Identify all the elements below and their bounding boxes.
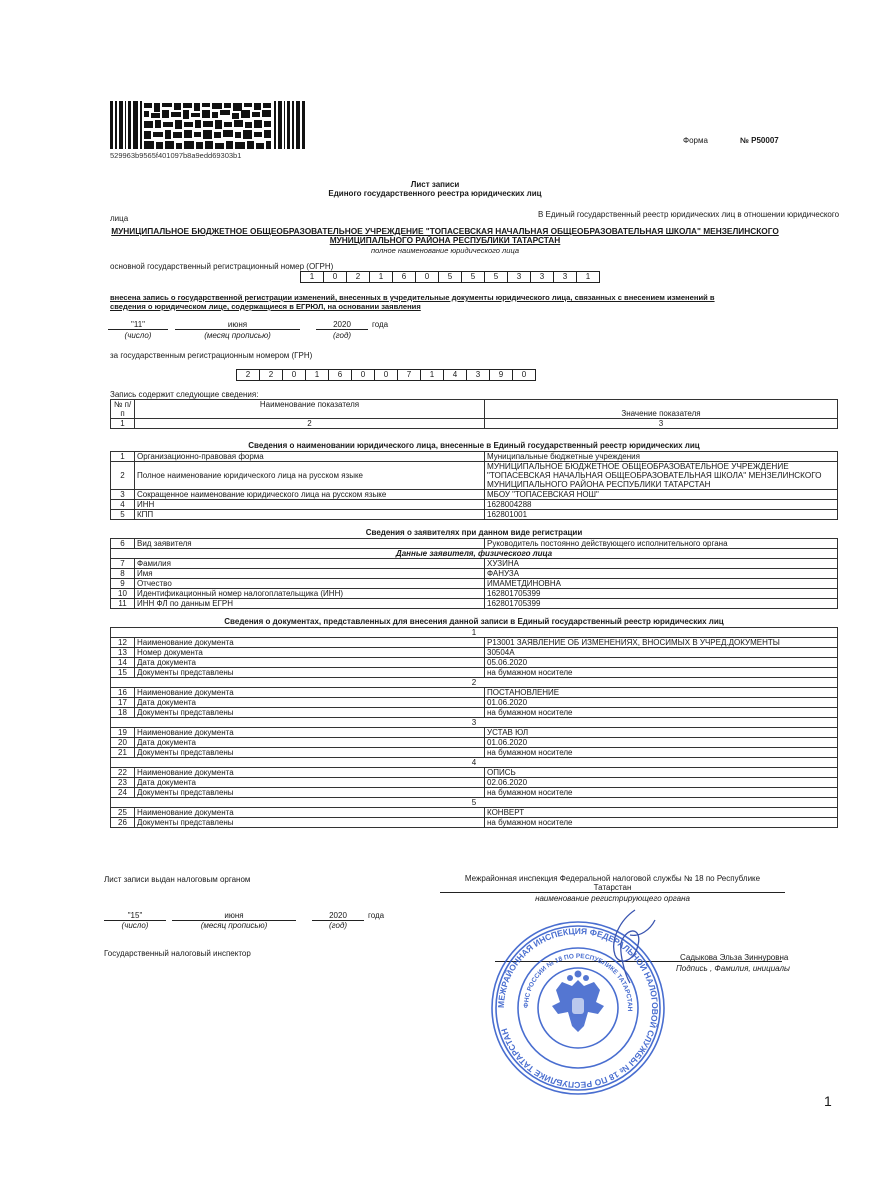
entry-text-line1: внесена запись о государственной регистрации изменений, внесенных в учредительные документы юридического лица, связанных с внесением изменений в (110, 293, 715, 302)
row-number: 1 (111, 452, 135, 462)
date2-day: "15" (104, 911, 166, 921)
issued-label: Лист записи выдан налоговым органом (104, 875, 251, 884)
ogrn-digit: 5 (461, 271, 484, 283)
grn-digit: 0 (374, 369, 397, 381)
row-name: Дата документа (135, 658, 485, 668)
row-number: 23 (111, 778, 135, 788)
date2-day-caption: (число) (121, 921, 149, 930)
date2-year: 2020 (312, 911, 364, 921)
ogrn-digit: 3 (507, 271, 530, 283)
table-row (111, 648, 838, 658)
form-number: № Р50007 (740, 136, 779, 145)
intro-text: В Единый государственный реестр юридических лиц в отношении юридического (538, 210, 840, 219)
date1-year: 2020 (316, 320, 368, 330)
table-row (111, 738, 838, 748)
grn-digit: 3 (466, 369, 489, 381)
row-value: МУНИЦИПАЛЬНОЕ БЮДЖЕТНОЕ ОБЩЕОБРАЗОВАТЕЛЬНОЕ УЧРЕЖДЕНИЕ "ТОПАСЕВСКАЯ НАЧАЛЬНАЯ ОБЩЕОБРАЗОВАТЕЛЬНАЯ ШКОЛА" МЕНЗЕЛИНСКОГО МУНИЦИПАЛЬНОГО РАЙОНА РЕСПУБЛИКИ ТАТАРСТАН (485, 462, 838, 490)
table-row (111, 778, 838, 788)
row-name: Дата документа (135, 738, 485, 748)
doc-group-label: 3 (111, 718, 838, 728)
table-row (111, 698, 838, 708)
row-number: 10 (111, 589, 135, 599)
table-header-row (111, 400, 838, 419)
row-value: КОНВЕРТ (485, 808, 838, 818)
section2-title: Сведения о заявителях при данном виде регистрации (365, 528, 583, 537)
header-index: 2 (135, 419, 485, 429)
row-name: Наименование документа (135, 768, 485, 778)
table-row (111, 569, 838, 579)
date1-year-caption: (год) (332, 331, 352, 340)
row-value: Муниципальные бюджетные учреждения (485, 452, 838, 462)
row-value: ФАНУЗА (485, 569, 838, 579)
eagle-emblem-icon (552, 971, 604, 1033)
barcode-code: 529963b9565f401097b8a9edd69303b1 (110, 151, 242, 159)
row-name: Наименование документа (135, 728, 485, 738)
ogrn-digit: 1 (369, 271, 392, 283)
grn-digits (236, 369, 536, 381)
header-index: 1 (111, 419, 135, 429)
doc-group-label: 4 (111, 758, 838, 768)
row-name: КПП (135, 510, 485, 520)
row-value: Руководитель постоянно действующего исполнительного органа (485, 539, 838, 549)
row-number: 26 (111, 818, 135, 828)
row-name: Документы представлены (135, 788, 485, 798)
date2-year-caption: (год) (328, 921, 348, 930)
row-number: 9 (111, 579, 135, 589)
row-value: 162801705399 (485, 589, 838, 599)
row-number: 14 (111, 658, 135, 668)
organ-line2: Татарстан (440, 883, 785, 893)
row-value: ИМАМЕТДИНОВНА (485, 579, 838, 589)
ogrn-digit: 5 (484, 271, 507, 283)
row-number: 3 (111, 490, 135, 500)
row-value: 02.06.2020 (485, 778, 838, 788)
table-row (111, 658, 838, 668)
grn-digit: 2 (259, 369, 282, 381)
row-name: Документы представлены (135, 708, 485, 718)
row-number: 7 (111, 559, 135, 569)
row-value: Р13001 ЗАЯВЛЕНИЕ ОБ ИЗМЕНЕНИЯХ, ВНОСИМЫХ В УЧРЕД.ДОКУМЕНТЫ (485, 638, 838, 648)
table-row (111, 599, 838, 609)
grn-digit: 4 (443, 369, 466, 381)
row-value: на бумажном носителе (485, 788, 838, 798)
grn-digit: 2 (236, 369, 259, 381)
ogrn-digit: 0 (323, 271, 346, 283)
row-name: Организационно-правовая форма (135, 452, 485, 462)
org-name-line2: МУНИЦИПАЛЬНОГО РАЙОНА РЕСПУБЛИКИ ТАТАРСТАН (329, 235, 561, 245)
date1-day: "11" (108, 320, 168, 330)
row-number: 2 (111, 462, 135, 490)
contains-label: Запись содержит следующие сведения: (110, 390, 259, 399)
section2-subtitle: Данные заявителя, физического лица (111, 549, 838, 559)
row-value: 01.06.2020 (485, 698, 838, 708)
signature-caption: Подпись , Фамилия, инициалы (676, 964, 790, 973)
intro-text-cont: лица (110, 214, 129, 223)
ogrn-digit: 2 (346, 271, 369, 283)
org-name-caption: полное наименование юридического лица (370, 246, 519, 255)
row-value: 1628004288 (485, 500, 838, 510)
inspector-name: Садыкова Эльза Зиннуровна (680, 953, 789, 962)
row-name: Полное наименование юридического лица на русском языке (135, 462, 485, 490)
grn-digit: 1 (305, 369, 328, 381)
organ-line1: Межрайонная инспекция Федеральной налоговой службы № 18 по Республике (464, 874, 761, 883)
row-value: 162801001 (485, 510, 838, 520)
table-row (111, 688, 838, 698)
form-label: Форма (683, 136, 708, 145)
row-number: 20 (111, 738, 135, 748)
table-row (111, 808, 838, 818)
row-value: ПОСТАНОВЛЕНИЕ (485, 688, 838, 698)
records-table (110, 399, 838, 828)
row-number: 5 (111, 510, 135, 520)
header-index: 3 (485, 419, 838, 429)
table-row (111, 490, 838, 500)
row-name: Имя (135, 569, 485, 579)
row-value: 162801705399 (485, 599, 838, 609)
row-name: Наименование документа (135, 808, 485, 818)
date1-day-caption: (число) (124, 331, 152, 340)
grn-digit: 0 (512, 369, 536, 381)
table-row (111, 539, 838, 549)
grn-digit: 7 (397, 369, 420, 381)
table-row (111, 579, 838, 589)
grn-digit: 1 (420, 369, 443, 381)
ogrn-digit: 3 (530, 271, 553, 283)
row-number: 13 (111, 648, 135, 658)
row-number: 25 (111, 808, 135, 818)
row-number: 19 (111, 728, 135, 738)
row-name: Отчество (135, 579, 485, 589)
table-row (111, 510, 838, 520)
ogrn-digit: 1 (576, 271, 600, 283)
entry-text-line2: сведения о юридическом лице, содержащиеся в ЕГРЮЛ, на основании заявления (110, 302, 421, 311)
inspector-label: Государственный налоговый инспектор (104, 949, 251, 958)
row-number: 21 (111, 748, 135, 758)
row-number: 18 (111, 708, 135, 718)
row-value: ХУЗИНА (485, 559, 838, 569)
row-number: 24 (111, 788, 135, 798)
table-row (111, 559, 838, 569)
row-name: Дата документа (135, 778, 485, 788)
row-value: 05.06.2020 (485, 658, 838, 668)
grn-label: за государственным регистрационным номером (ГРН) (110, 351, 313, 360)
row-number: 8 (111, 569, 135, 579)
doc-group-label: 2 (111, 678, 838, 688)
table-header-index-row (111, 419, 838, 429)
row-value: МБОУ "ТОПАСЕВСКАЯ НОШ" (485, 490, 838, 500)
ogrn-digit: 3 (553, 271, 576, 283)
row-number: 16 (111, 688, 135, 698)
table-row (111, 500, 838, 510)
ogrn-digit: 0 (415, 271, 438, 283)
row-name: ИНН (135, 500, 485, 510)
table-row (111, 708, 838, 718)
date2-year-suffix: года (368, 911, 385, 920)
row-number: 12 (111, 638, 135, 648)
table-row (111, 728, 838, 738)
table-row (111, 462, 838, 490)
row-number: 22 (111, 768, 135, 778)
table-row (111, 768, 838, 778)
date2-month-caption: (месяц прописью) (200, 921, 268, 930)
date1-year-suffix: года (372, 320, 389, 329)
handwritten-signature (600, 905, 660, 985)
row-name: Документы представлены (135, 668, 485, 678)
table-row (111, 818, 838, 828)
header-col-number: № п/п (111, 400, 135, 419)
table-row (111, 452, 838, 462)
table-row (111, 668, 838, 678)
grn-digit: 0 (351, 369, 374, 381)
grn-digit: 9 (489, 369, 512, 381)
table-row (111, 638, 838, 648)
section3-title: Сведения о документах, представленных для внесения данной записи в Единый государственный реестр юридических лиц (224, 617, 724, 626)
row-number: 4 (111, 500, 135, 510)
date2-month: июня (172, 911, 296, 921)
table-row (111, 748, 838, 758)
row-name: Дата документа (135, 698, 485, 708)
row-name: Документы представлены (135, 748, 485, 758)
page-number: 1 (824, 1093, 832, 1109)
row-value: УСТАВ ЮЛ (485, 728, 838, 738)
stamp-inner-text: ФНС РОССИИ № 18 ПО РЕСПУБЛИКЕ ТАТАРСТАН (522, 952, 634, 1012)
row-value: 30504А (485, 648, 838, 658)
ogrn-digit: 6 (392, 271, 415, 283)
row-name: Вид заявителя (135, 539, 485, 549)
row-name: Идентификационный номер налогоплательщика (ИНН) (135, 589, 485, 599)
date1-month: июня (175, 320, 300, 330)
row-value: на бумажном носителе (485, 818, 838, 828)
organ-caption: наименование регистрирующего органа (535, 894, 690, 903)
table-row (111, 589, 838, 599)
row-name: Номер документа (135, 648, 485, 658)
ogrn-digit: 1 (300, 271, 323, 283)
document-title: Лист записи (410, 180, 460, 189)
row-value: на бумажном носителе (485, 708, 838, 718)
doc-group-label: 5 (111, 798, 838, 808)
row-name: Фамилия (135, 559, 485, 569)
stamp-outer-text: МЕЖРАЙОННАЯ ИНСПЕКЦИЯ ФЕДЕРАЛЬНОЙ НАЛОГОВОЙ СЛУЖБЫ № 18 ПО РЕСПУБЛИКЕ ТАТАРСТАН (495, 925, 661, 1091)
row-number: 6 (111, 539, 135, 549)
table-row (111, 788, 838, 798)
org-name-line1: МУНИЦИПАЛЬНОЕ БЮДЖЕТНОЕ ОБЩЕОБРАЗОВАТЕЛЬНОЕ УЧРЕЖДЕНИЕ "ТОПАСЕВСКАЯ НАЧАЛЬНАЯ ОБЩЕОБРАЗОВАТЕЛЬНАЯ ШКОЛА" МЕНЗЕЛИНСКОГО (111, 226, 779, 236)
row-name: Сокращенное наименование юридического лица на русском языке (135, 490, 485, 500)
row-name: ИНН ФЛ по данным ЕГРН (135, 599, 485, 609)
row-name: Наименование документа (135, 638, 485, 648)
ogrn-digit: 5 (438, 271, 461, 283)
row-number: 11 (111, 599, 135, 609)
row-value: 01.06.2020 (485, 738, 838, 748)
doc-group-label: 1 (111, 628, 838, 638)
row-number: 17 (111, 698, 135, 708)
date1-month-caption: (месяц прописью) (204, 331, 271, 340)
row-name: Наименование документа (135, 688, 485, 698)
ogrn-digits (300, 271, 600, 283)
ogrn-label: основной государственный регистрационный номер (ОГРН) (110, 262, 334, 271)
grn-digit: 6 (328, 369, 351, 381)
document-subtitle: Единого государственного реестра юридических лиц (328, 189, 542, 198)
grn-digit: 0 (282, 369, 305, 381)
row-value: на бумажном носителе (485, 748, 838, 758)
section1-title: Сведения о наименовании юридического лица, внесенные в Единый государственный реестр юридических лиц (248, 441, 700, 450)
barcode-image (110, 101, 305, 159)
row-value: ОПИСЬ (485, 768, 838, 778)
row-number: 15 (111, 668, 135, 678)
header-col-name: Наименование показателя (135, 400, 485, 419)
row-value: на бумажном носителе (485, 668, 838, 678)
header-col-value: Значение показателя (485, 400, 838, 419)
row-name: Документы представлены (135, 818, 485, 828)
